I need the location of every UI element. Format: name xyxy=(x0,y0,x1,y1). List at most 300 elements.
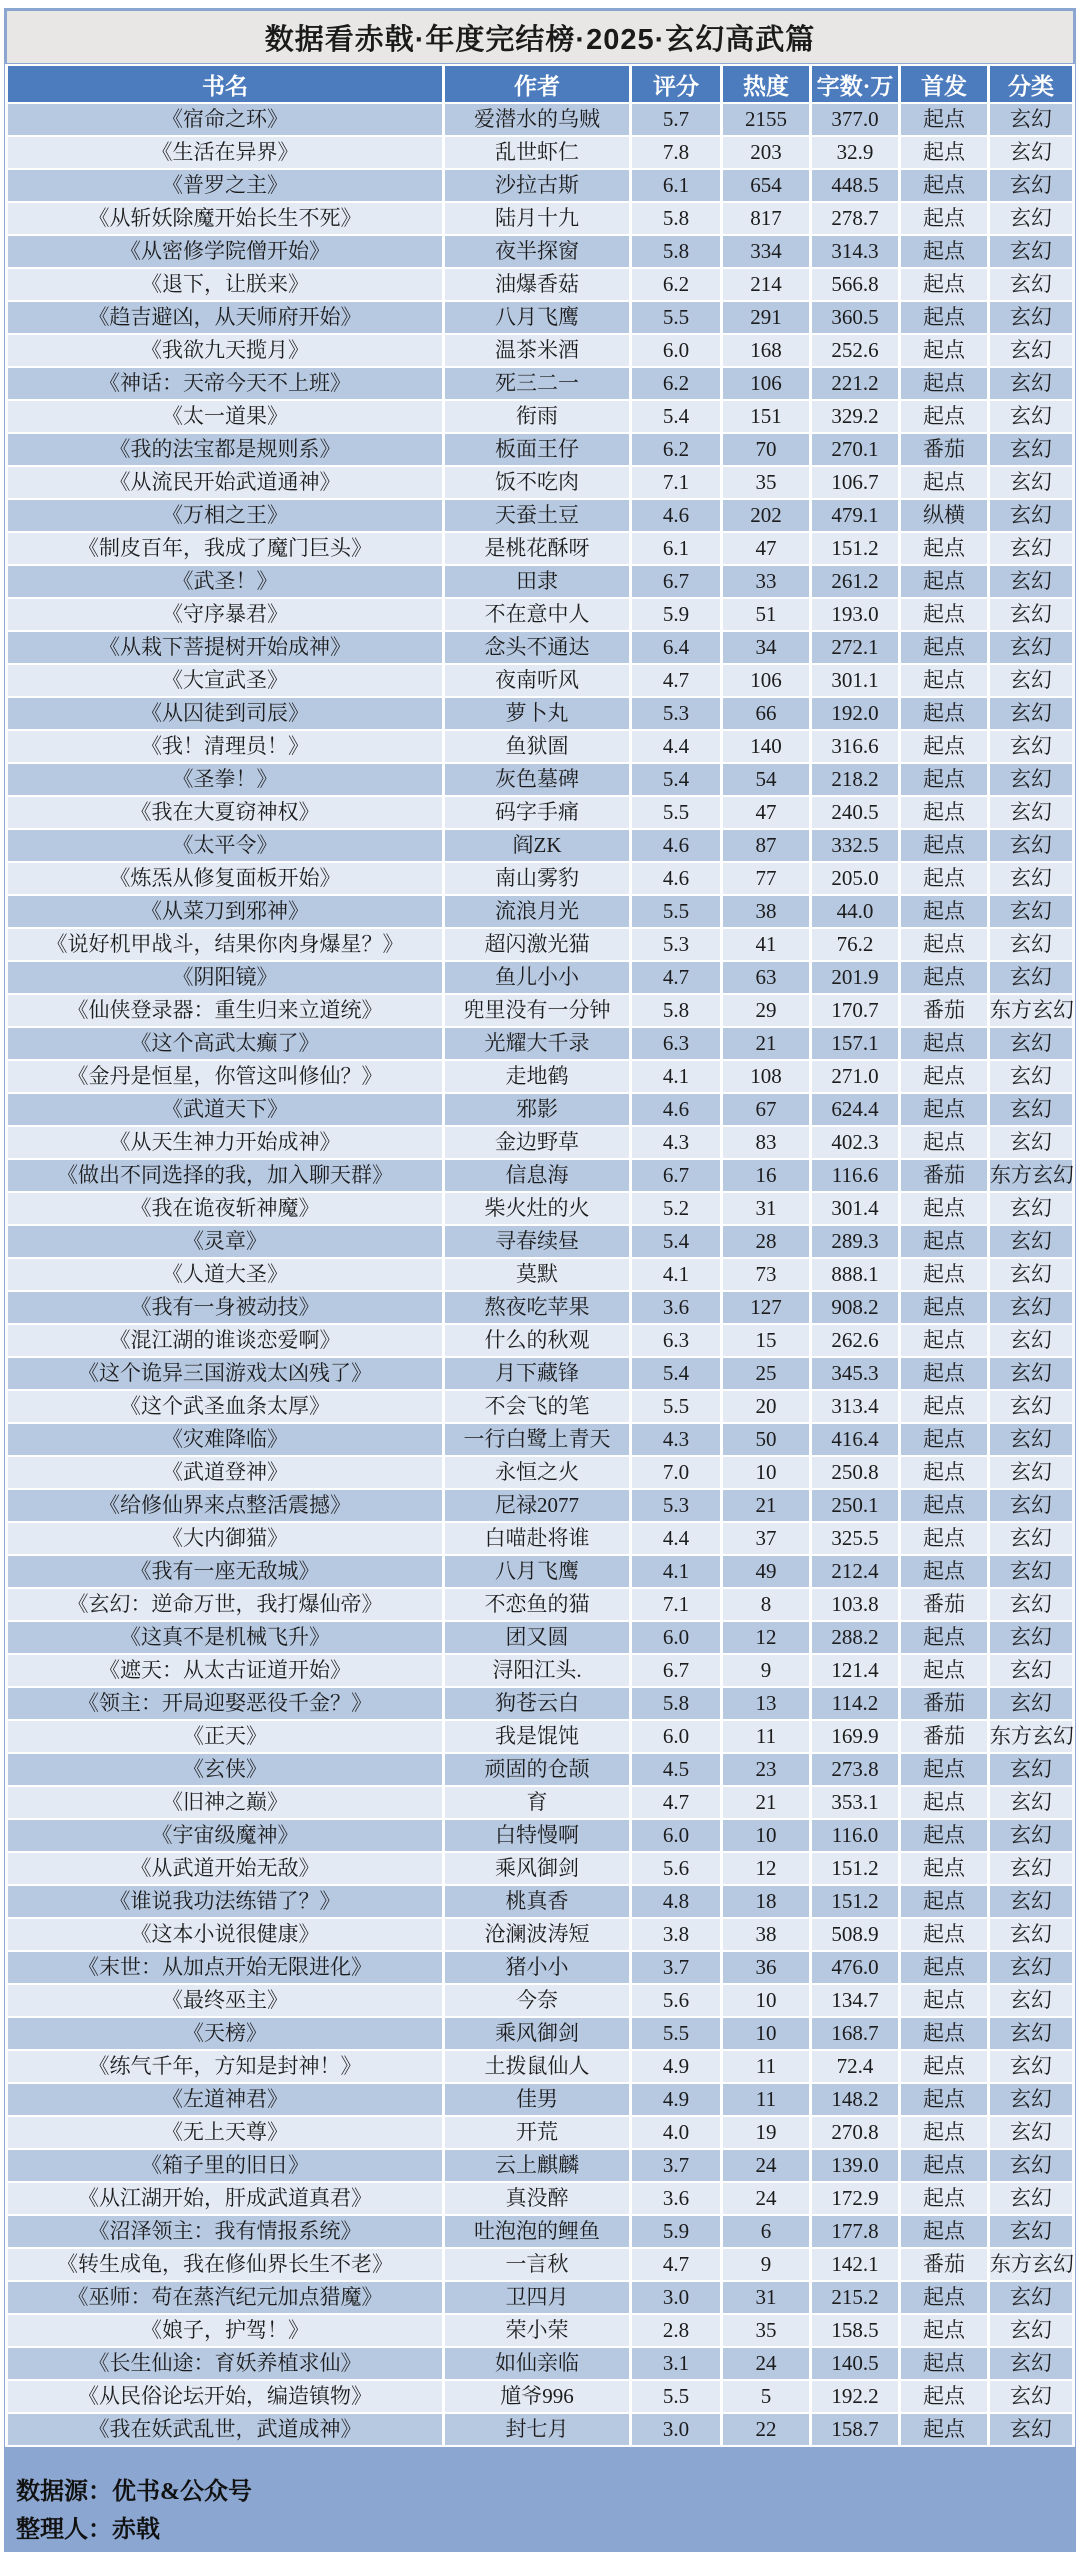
cell-platform: 起点 xyxy=(901,1325,987,1356)
cell-book-title: 《说好机甲战斗，结果你肉身爆星？》 xyxy=(8,929,442,960)
cell-genre: 玄幻 xyxy=(990,896,1072,927)
cell-word-count: 270.8 xyxy=(812,2117,898,2148)
cell-book-title: 《守序暴君》 xyxy=(8,599,442,630)
table-row xyxy=(8,2348,1072,2379)
cell-rating: 7.0 xyxy=(632,1457,720,1488)
table-row xyxy=(8,1523,1072,1554)
cell-heat: 38 xyxy=(723,1919,809,1950)
cell-word-count: 205.0 xyxy=(812,863,898,894)
cell-rating: 5.4 xyxy=(632,1358,720,1389)
cell-word-count: 170.7 xyxy=(812,995,898,1026)
cell-author: 一言秋 xyxy=(445,2249,629,2280)
cell-heat: 70 xyxy=(723,434,809,465)
cell-word-count: 157.1 xyxy=(812,1028,898,1059)
cell-rating: 6.2 xyxy=(632,368,720,399)
cell-word-count: 72.4 xyxy=(812,2051,898,2082)
cell-rating: 4.7 xyxy=(632,1787,720,1818)
table-row xyxy=(8,1754,1072,1785)
cell-rating: 5.5 xyxy=(632,2381,720,2412)
cell-book-title: 《玄幻：逆命万世，我打爆仙帝》 xyxy=(8,1589,442,1620)
table-row xyxy=(8,2150,1072,2181)
cell-heat: 11 xyxy=(723,1721,809,1752)
cell-book-title: 《圣拳！》 xyxy=(8,764,442,795)
cell-heat: 214 xyxy=(723,269,809,300)
cell-platform: 起点 xyxy=(901,1424,987,1455)
table-row xyxy=(8,2282,1072,2313)
cell-author: 板面王仔 xyxy=(445,434,629,465)
table-row xyxy=(8,1358,1072,1389)
cell-genre: 玄幻 xyxy=(990,170,1072,201)
cell-rating: 4.1 xyxy=(632,1556,720,1587)
cell-author: 尼禄2077 xyxy=(445,1490,629,1521)
cell-word-count: 177.8 xyxy=(812,2216,898,2247)
cell-platform: 起点 xyxy=(901,797,987,828)
header-genre: 分类 xyxy=(990,66,1072,102)
cell-heat: 18 xyxy=(723,1886,809,1917)
cell-heat: 35 xyxy=(723,467,809,498)
cell-heat: 83 xyxy=(723,1127,809,1158)
cell-platform: 起点 xyxy=(901,533,987,564)
cell-word-count: 448.5 xyxy=(812,170,898,201)
cell-rating: 4.7 xyxy=(632,665,720,696)
table-row xyxy=(8,929,1072,960)
cell-author: 今奈 xyxy=(445,1985,629,2016)
cell-genre: 玄幻 xyxy=(990,1391,1072,1422)
header-row xyxy=(8,66,1072,102)
cell-platform: 起点 xyxy=(901,335,987,366)
cell-word-count: 221.2 xyxy=(812,368,898,399)
cell-book-title: 《灵章》 xyxy=(8,1226,442,1257)
infographic-panel xyxy=(4,8,1076,2552)
cell-heat: 47 xyxy=(723,797,809,828)
table-row xyxy=(8,830,1072,861)
cell-word-count: 278.7 xyxy=(812,203,898,234)
cell-author: 沧澜波涛短 xyxy=(445,1919,629,1950)
cell-genre: 玄幻 xyxy=(990,368,1072,399)
cell-rating: 4.4 xyxy=(632,1523,720,1554)
cell-platform: 起点 xyxy=(901,467,987,498)
table-row xyxy=(8,1985,1072,2016)
cell-heat: 106 xyxy=(723,368,809,399)
table-row xyxy=(8,1886,1072,1917)
cell-rating: 7.1 xyxy=(632,1589,720,1620)
cell-book-title: 《宿命之环》 xyxy=(8,104,442,135)
cell-word-count: 353.1 xyxy=(812,1787,898,1818)
cell-word-count: 888.1 xyxy=(812,1259,898,1290)
cell-author: 沙拉古斯 xyxy=(445,170,629,201)
cell-genre: 玄幻 xyxy=(990,1622,1072,1653)
table-row xyxy=(8,896,1072,927)
table-row xyxy=(8,1787,1072,1818)
cell-genre: 玄幻 xyxy=(990,1193,1072,1224)
cell-genre: 玄幻 xyxy=(990,1523,1072,1554)
cell-platform: 起点 xyxy=(901,104,987,135)
cell-platform: 起点 xyxy=(901,1655,987,1686)
cell-heat: 291 xyxy=(723,302,809,333)
cell-genre: 玄幻 xyxy=(990,2183,1072,2214)
table-row xyxy=(8,1622,1072,1653)
cell-word-count: 476.0 xyxy=(812,1952,898,1983)
cell-platform: 番茄 xyxy=(901,1688,987,1719)
cell-book-title: 《混江湖的谁谈恋爱啊》 xyxy=(8,1325,442,1356)
cell-rating: 6.1 xyxy=(632,170,720,201)
table-row xyxy=(8,632,1072,663)
table-row xyxy=(8,764,1072,795)
cell-author: 念头不通达 xyxy=(445,632,629,663)
cell-word-count: 345.3 xyxy=(812,1358,898,1389)
cell-platform: 起点 xyxy=(901,566,987,597)
table-row xyxy=(8,1820,1072,1851)
cell-book-title: 《退下，让朕来》 xyxy=(8,269,442,300)
cell-book-title: 《我在大夏窃神权》 xyxy=(8,797,442,828)
cell-platform: 起点 xyxy=(901,2117,987,2148)
cell-heat: 34 xyxy=(723,632,809,663)
cell-heat: 8 xyxy=(723,1589,809,1620)
cell-word-count: 262.6 xyxy=(812,1325,898,1356)
cell-heat: 5 xyxy=(723,2381,809,2412)
cell-rating: 5.7 xyxy=(632,104,720,135)
cell-rating: 4.6 xyxy=(632,830,720,861)
cell-word-count: 76.2 xyxy=(812,929,898,960)
cell-rating: 5.2 xyxy=(632,1193,720,1224)
cell-genre: 玄幻 xyxy=(990,1886,1072,1917)
cell-book-title: 《我有一身被动技》 xyxy=(8,1292,442,1323)
cell-word-count: 212.4 xyxy=(812,1556,898,1587)
cell-heat: 11 xyxy=(723,2084,809,2115)
cell-book-title: 《箱子里的旧日》 xyxy=(8,2150,442,2181)
table-row xyxy=(8,1457,1072,1488)
cell-platform: 起点 xyxy=(901,368,987,399)
table-row xyxy=(8,1919,1072,1950)
cell-book-title: 《大内御猫》 xyxy=(8,1523,442,1554)
cell-platform: 起点 xyxy=(901,1094,987,1125)
cell-word-count: 151.2 xyxy=(812,1886,898,1917)
cell-book-title: 《武道登神》 xyxy=(8,1457,442,1488)
cell-word-count: 261.2 xyxy=(812,566,898,597)
cell-rating: 3.6 xyxy=(632,2183,720,2214)
cell-genre: 玄幻 xyxy=(990,797,1072,828)
cell-rating: 4.3 xyxy=(632,1127,720,1158)
cell-rating: 5.4 xyxy=(632,1226,720,1257)
cell-genre: 玄幻 xyxy=(990,2348,1072,2379)
cell-genre: 玄幻 xyxy=(990,1127,1072,1158)
cell-platform: 起点 xyxy=(901,236,987,267)
cell-heat: 49 xyxy=(723,1556,809,1587)
cell-word-count: 148.2 xyxy=(812,2084,898,2115)
cell-heat: 20 xyxy=(723,1391,809,1422)
table-row xyxy=(8,1094,1072,1125)
cell-heat: 67 xyxy=(723,1094,809,1125)
cell-genre: 玄幻 xyxy=(990,335,1072,366)
cell-book-title: 《趋吉避凶，从天师府开始》 xyxy=(8,302,442,333)
cell-platform: 起点 xyxy=(901,1259,987,1290)
cell-word-count: 402.3 xyxy=(812,1127,898,1158)
cell-book-title: 《这个高武太癫了》 xyxy=(8,1028,442,1059)
cell-heat: 22 xyxy=(723,2414,809,2445)
cell-author: 如仙亲临 xyxy=(445,2348,629,2379)
cell-author: 兜里没有一分钟 xyxy=(445,995,629,1026)
cell-genre: 玄幻 xyxy=(990,2117,1072,2148)
cell-author: 吐泡泡的鲤鱼 xyxy=(445,2216,629,2247)
cell-word-count: 332.5 xyxy=(812,830,898,861)
cell-word-count: 273.8 xyxy=(812,1754,898,1785)
cell-rating: 4.0 xyxy=(632,2117,720,2148)
cell-book-title: 《从囚徒到司辰》 xyxy=(8,698,442,729)
cell-author: 一行白鹭上青天 xyxy=(445,1424,629,1455)
table-row xyxy=(8,731,1072,762)
header-platform: 首发 xyxy=(901,66,987,102)
table-row xyxy=(8,1127,1072,1158)
cell-book-title: 《阴阳镜》 xyxy=(8,962,442,993)
cell-heat: 54 xyxy=(723,764,809,795)
cell-book-title: 《大宣武圣》 xyxy=(8,665,442,696)
cell-book-title: 《万相之王》 xyxy=(8,500,442,531)
cell-genre: 玄幻 xyxy=(990,401,1072,432)
cell-heat: 334 xyxy=(723,236,809,267)
cell-book-title: 《从斩妖除魔开始长生不死》 xyxy=(8,203,442,234)
table-row xyxy=(8,1193,1072,1224)
cell-word-count: 151.2 xyxy=(812,1853,898,1884)
cell-word-count: 289.3 xyxy=(812,1226,898,1257)
cell-rating: 4.7 xyxy=(632,2249,720,2280)
table-row xyxy=(8,1853,1072,1884)
cell-book-title: 《从江湖开始，肝成武道真君》 xyxy=(8,2183,442,2214)
cell-heat: 73 xyxy=(723,1259,809,1290)
cell-word-count: 201.9 xyxy=(812,962,898,993)
cell-book-title: 《从天生神力开始成神》 xyxy=(8,1127,442,1158)
cell-platform: 番茄 xyxy=(901,995,987,1026)
cell-platform: 番茄 xyxy=(901,1160,987,1191)
cell-rating: 5.8 xyxy=(632,236,720,267)
cell-rating: 5.4 xyxy=(632,401,720,432)
cell-book-title: 《从民俗论坛开始，编造镇物》 xyxy=(8,2381,442,2412)
cell-author: 白特慢啊 xyxy=(445,1820,629,1851)
cell-genre: 玄幻 xyxy=(990,1985,1072,2016)
cell-heat: 13 xyxy=(723,1688,809,1719)
cell-heat: 11 xyxy=(723,2051,809,2082)
cell-rating: 6.3 xyxy=(632,1325,720,1356)
cell-platform: 起点 xyxy=(901,863,987,894)
cell-word-count: 192.2 xyxy=(812,2381,898,2412)
cell-heat: 6 xyxy=(723,2216,809,2247)
cell-book-title: 《正天》 xyxy=(8,1721,442,1752)
cell-book-title: 《金丹是恒星，你管这叫修仙？》 xyxy=(8,1061,442,1092)
cell-rating: 5.5 xyxy=(632,896,720,927)
cell-word-count: 134.7 xyxy=(812,1985,898,2016)
cell-heat: 47 xyxy=(723,533,809,564)
cell-rating: 3.1 xyxy=(632,2348,720,2379)
cell-author: 南山雾豹 xyxy=(445,863,629,894)
table-row xyxy=(8,1292,1072,1323)
cell-word-count: 250.8 xyxy=(812,1457,898,1488)
table-row xyxy=(8,863,1072,894)
cell-genre: 玄幻 xyxy=(990,104,1072,135)
table-row xyxy=(8,1061,1072,1092)
table-row xyxy=(8,500,1072,531)
cell-book-title: 《做出不同选择的我，加入聊天群》 xyxy=(8,1160,442,1191)
cell-rating: 3.8 xyxy=(632,1919,720,1950)
cell-author: 天蚕土豆 xyxy=(445,500,629,531)
cell-genre: 玄幻 xyxy=(990,1820,1072,1851)
cell-rating: 3.0 xyxy=(632,2414,720,2445)
cell-genre: 玄幻 xyxy=(990,2414,1072,2445)
cell-author: 码字手痛 xyxy=(445,797,629,828)
cell-genre: 玄幻 xyxy=(990,1754,1072,1785)
table-row xyxy=(8,599,1072,630)
cell-author: 浔阳江头. xyxy=(445,1655,629,1686)
cell-heat: 37 xyxy=(723,1523,809,1554)
cell-word-count: 218.2 xyxy=(812,764,898,795)
cell-rating: 6.2 xyxy=(632,434,720,465)
cell-genre: 玄幻 xyxy=(990,269,1072,300)
cell-word-count: 314.3 xyxy=(812,236,898,267)
cell-platform: 起点 xyxy=(901,1358,987,1389)
cell-platform: 起点 xyxy=(901,665,987,696)
cell-genre: 东方玄幻 xyxy=(990,1160,1072,1191)
footer xyxy=(4,2473,1076,2549)
cell-book-title: 《长生仙途：育妖养植求仙》 xyxy=(8,2348,442,2379)
cell-author: 不在意中人 xyxy=(445,599,629,630)
cell-platform: 番茄 xyxy=(901,2249,987,2280)
cell-rating: 5.5 xyxy=(632,797,720,828)
table-row xyxy=(8,962,1072,993)
cell-platform: 起点 xyxy=(901,830,987,861)
cell-rating: 6.0 xyxy=(632,335,720,366)
cell-genre: 玄幻 xyxy=(990,830,1072,861)
cell-word-count: 32.9 xyxy=(812,137,898,168)
cell-heat: 25 xyxy=(723,1358,809,1389)
cell-heat: 24 xyxy=(723,2150,809,2181)
cell-heat: 31 xyxy=(723,2282,809,2313)
cell-rating: 5.3 xyxy=(632,1490,720,1521)
cell-genre: 玄幻 xyxy=(990,1688,1072,1719)
cell-rating: 5.8 xyxy=(632,995,720,1026)
table-row xyxy=(8,1226,1072,1257)
cell-platform: 起点 xyxy=(901,2348,987,2379)
cell-word-count: 172.9 xyxy=(812,2183,898,2214)
table-row xyxy=(8,236,1072,267)
cell-rating: 3.7 xyxy=(632,1952,720,1983)
cell-platform: 起点 xyxy=(901,269,987,300)
cell-author: 狗苍云白 xyxy=(445,1688,629,1719)
cell-genre: 玄幻 xyxy=(990,929,1072,960)
table-body xyxy=(8,104,1072,2445)
table-row xyxy=(8,1655,1072,1686)
cell-book-title: 《娘子，护驾！》 xyxy=(8,2315,442,2346)
table-row xyxy=(8,698,1072,729)
cell-heat: 33 xyxy=(723,566,809,597)
cell-author: 八月飞鹰 xyxy=(445,302,629,333)
cell-book-title: 《左道神君》 xyxy=(8,2084,442,2115)
cell-genre: 玄幻 xyxy=(990,2282,1072,2313)
cell-book-title: 《我的法宝都是规则系》 xyxy=(8,434,442,465)
table-row xyxy=(8,1721,1072,1752)
cell-platform: 起点 xyxy=(901,401,987,432)
cell-platform: 起点 xyxy=(901,1886,987,1917)
cell-book-title: 《从流民开始武道通神》 xyxy=(8,467,442,498)
cell-rating: 5.8 xyxy=(632,1688,720,1719)
cell-author: 夜半探窗 xyxy=(445,236,629,267)
cell-genre: 玄幻 xyxy=(990,467,1072,498)
cell-genre: 玄幻 xyxy=(990,1358,1072,1389)
cell-rating: 5.8 xyxy=(632,203,720,234)
cell-genre: 东方玄幻 xyxy=(990,995,1072,1026)
cell-rating: 4.1 xyxy=(632,1259,720,1290)
cell-author: 八月飞鹰 xyxy=(445,1556,629,1587)
cell-platform: 起点 xyxy=(901,1853,987,1884)
cell-genre: 玄幻 xyxy=(990,2051,1072,2082)
table-row xyxy=(8,1424,1072,1455)
cell-genre: 玄幻 xyxy=(990,1556,1072,1587)
cell-platform: 起点 xyxy=(901,1457,987,1488)
cell-author: 团又圆 xyxy=(445,1622,629,1653)
cell-rating: 5.3 xyxy=(632,929,720,960)
table-row xyxy=(8,335,1072,366)
cell-genre: 玄幻 xyxy=(990,1226,1072,1257)
cell-genre: 玄幻 xyxy=(990,203,1072,234)
table-row xyxy=(8,2183,1072,2214)
cell-book-title: 《从武道开始无敌》 xyxy=(8,1853,442,1884)
cell-genre: 玄幻 xyxy=(990,1589,1072,1620)
cell-rating: 3.6 xyxy=(632,1292,720,1323)
cell-word-count: 114.2 xyxy=(812,1688,898,1719)
cell-heat: 36 xyxy=(723,1952,809,1983)
cell-genre: 玄幻 xyxy=(990,1952,1072,1983)
cell-genre: 玄幻 xyxy=(990,434,1072,465)
cell-genre: 玄幻 xyxy=(990,533,1072,564)
cell-author: 饭不吃肉 xyxy=(445,467,629,498)
cell-author: 我是馄饨 xyxy=(445,1721,629,1752)
cell-book-title: 《谁说我功法练错了？》 xyxy=(8,1886,442,1917)
cell-rating: 4.3 xyxy=(632,1424,720,1455)
table-row xyxy=(8,2414,1072,2445)
cell-genre: 玄幻 xyxy=(990,1457,1072,1488)
table-row xyxy=(8,2084,1072,2115)
cell-platform: 起点 xyxy=(901,1952,987,1983)
header-rating: 评分 xyxy=(632,66,720,102)
cell-genre: 东方玄幻 xyxy=(990,2249,1072,2280)
cell-genre: 玄幻 xyxy=(990,1490,1072,1521)
table-row xyxy=(8,1325,1072,1356)
cell-word-count: 360.5 xyxy=(812,302,898,333)
table-row xyxy=(8,2216,1072,2247)
cell-word-count: 329.2 xyxy=(812,401,898,432)
cell-heat: 108 xyxy=(723,1061,809,1092)
header-heat: 热度 xyxy=(723,66,809,102)
cell-heat: 127 xyxy=(723,1292,809,1323)
cell-rating: 4.6 xyxy=(632,1094,720,1125)
cell-author: 超闪激光猫 xyxy=(445,929,629,960)
cell-author: 鱼儿小小 xyxy=(445,962,629,993)
cell-heat: 9 xyxy=(723,1655,809,1686)
cell-heat: 9 xyxy=(723,2249,809,2280)
cell-rating: 5.6 xyxy=(632,1985,720,2016)
cell-heat: 63 xyxy=(723,962,809,993)
cell-author: 柴火灶的火 xyxy=(445,1193,629,1224)
cell-heat: 21 xyxy=(723,1490,809,1521)
cell-platform: 起点 xyxy=(901,1292,987,1323)
cell-heat: 10 xyxy=(723,1457,809,1488)
cell-author: 猪小小 xyxy=(445,1952,629,1983)
cell-author: 桃真香 xyxy=(445,1886,629,1917)
cell-genre: 玄幻 xyxy=(990,632,1072,663)
cell-platform: 起点 xyxy=(901,1919,987,1950)
table-row xyxy=(8,104,1072,135)
cell-book-title: 《我有一座无敌城》 xyxy=(8,1556,442,1587)
cell-heat: 203 xyxy=(723,137,809,168)
cell-rating: 6.2 xyxy=(632,269,720,300)
cell-platform: 起点 xyxy=(901,2150,987,2181)
